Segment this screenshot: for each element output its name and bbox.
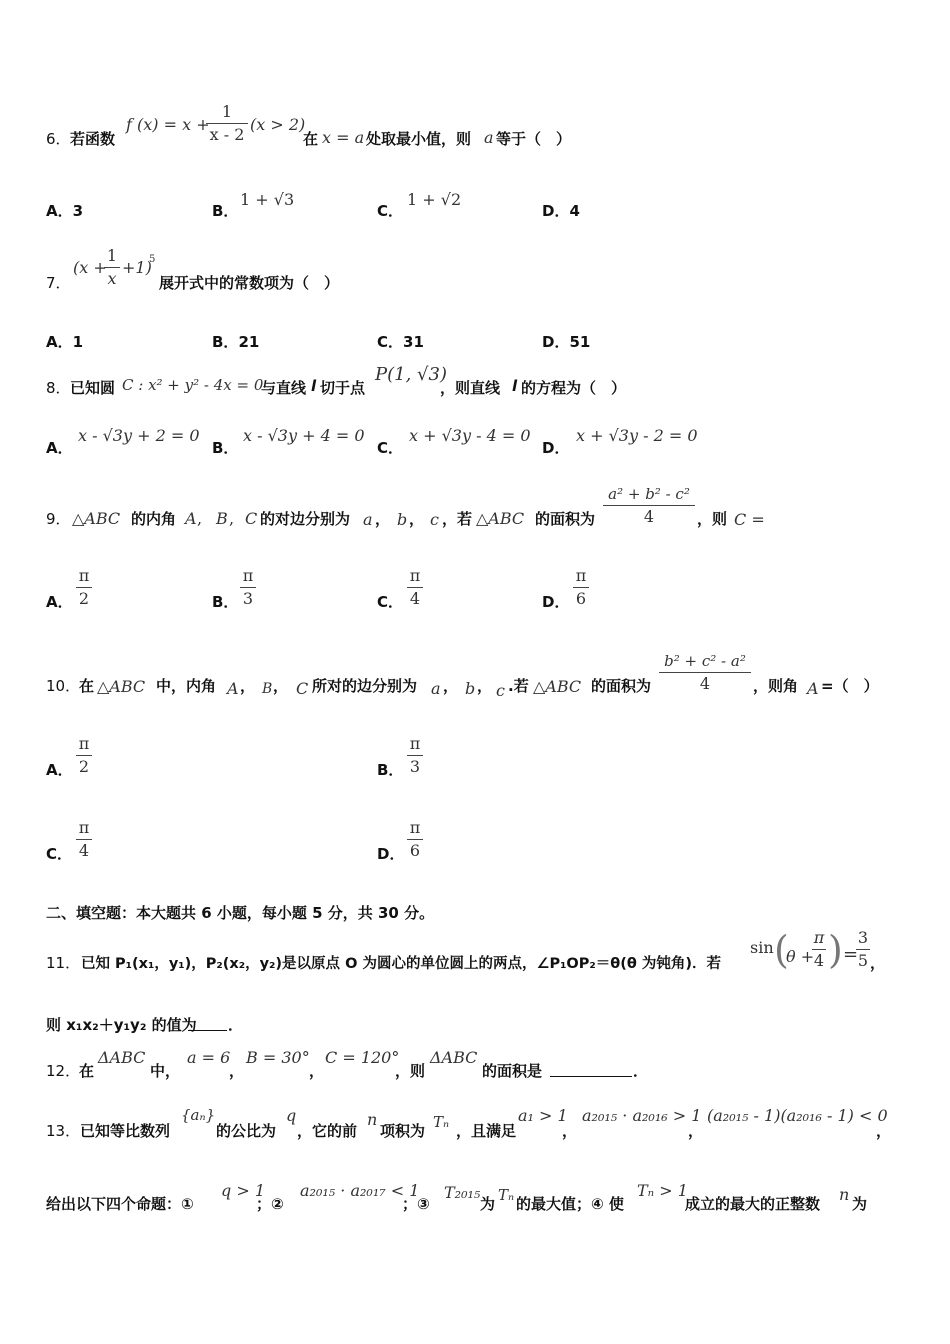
option-value: 21	[238, 333, 260, 351]
option-c-value: 1 + √2	[407, 190, 462, 209]
question-text: 等于（ ）	[496, 130, 572, 148]
question-text: 切于点	[320, 379, 366, 397]
formula: +1)	[122, 258, 152, 277]
option-label: C．	[377, 439, 404, 457]
fraction-denominator: 3	[409, 757, 421, 776]
option-a[interactable]	[46, 200, 83, 221]
punctuation: ．	[633, 1062, 649, 1080]
formula: a = 6	[187, 1048, 231, 1067]
option-d[interactable]	[542, 200, 580, 221]
fraction-denominator: 3	[242, 589, 254, 608]
formula: Tₙ	[433, 1113, 450, 1131]
fraction-denominator: 2	[78, 757, 90, 776]
question-text: 中，内角	[156, 677, 217, 695]
question-text: 已知圆	[70, 379, 116, 397]
formula: x = a	[322, 128, 365, 147]
fraction-denominator: x - 2	[209, 125, 245, 144]
formula: {aₙ}	[181, 1106, 216, 1124]
fraction-numerator: π	[575, 566, 587, 585]
question-text: ，且满足	[456, 1122, 517, 1140]
option-b[interactable]: B．	[212, 593, 239, 611]
question-text: 的方程为（ ）	[521, 379, 627, 397]
option-label: C．	[377, 333, 404, 351]
option-a[interactable]	[46, 437, 73, 458]
question-text: 所对的边分别为	[312, 677, 418, 695]
comma: ，	[240, 677, 256, 695]
option-b-fraction	[407, 734, 423, 777]
formula: sin	[750, 938, 774, 957]
question-text: ；③	[402, 1195, 430, 1213]
question-text: 的面积为	[535, 510, 596, 528]
option-label: A．	[46, 439, 73, 457]
option-a[interactable]: A．	[46, 593, 73, 611]
option-c[interactable]	[377, 437, 403, 458]
option-b[interactable]	[212, 331, 259, 352]
question-number: 6．	[46, 130, 71, 148]
option-label: B．	[212, 439, 239, 457]
fraction-denominator: 4	[813, 951, 825, 970]
fraction	[603, 484, 695, 527]
option-a[interactable]: A．	[46, 761, 73, 779]
option-label: A．	[46, 333, 73, 351]
fraction	[812, 928, 826, 971]
option-c[interactable]: C．	[46, 845, 73, 863]
option-c[interactable]	[377, 200, 403, 221]
question-text: 与直线	[261, 379, 307, 397]
question-text: 在	[79, 677, 95, 695]
option-label: C．	[377, 202, 404, 220]
formula: f (x) = x +	[126, 115, 210, 134]
comma: ，	[229, 1062, 245, 1080]
question-number: 11．	[46, 954, 81, 972]
formula: △ABC	[72, 509, 121, 528]
formula: A	[185, 509, 197, 528]
fraction-numerator: 1	[106, 246, 118, 265]
option-value: 51	[569, 333, 591, 351]
fraction	[206, 102, 248, 145]
equals: =	[843, 944, 859, 965]
fraction	[856, 928, 870, 971]
question-number: 13．	[46, 1122, 81, 1140]
option-label: B．	[212, 333, 239, 351]
paren-left: (	[774, 928, 789, 972]
formula: C	[296, 679, 309, 698]
formula: (x +	[73, 258, 107, 277]
formula: l	[311, 377, 317, 395]
comma: ，	[443, 677, 459, 695]
formula: θ +	[786, 947, 815, 966]
question-text: 若函数	[70, 130, 116, 148]
formula: b	[465, 679, 476, 698]
fraction-numerator: π	[242, 566, 254, 585]
fraction-denominator: 6	[575, 589, 587, 608]
formula: a₂₀₁₅ · a₂₀₁₆ > 1	[582, 1106, 702, 1125]
formula: Tₙ	[498, 1186, 515, 1204]
formula: △ABC	[533, 677, 582, 696]
question-text: 展开式中的常数项为（ ）	[159, 274, 340, 292]
question-text: 的面积为	[591, 677, 652, 695]
formula: C : x² + y² - 4x = 0	[122, 376, 264, 394]
question-text: =（ ）	[821, 677, 879, 695]
answer-blank[interactable]	[188, 1014, 227, 1031]
formula: c	[430, 510, 439, 529]
question-text: ，则	[697, 510, 728, 528]
exponent: 5	[149, 254, 156, 265]
formula: c	[496, 681, 505, 700]
question-text: 的公比为	[216, 1122, 277, 1140]
fraction-numerator: b² + c² - a²	[664, 652, 746, 670]
option-c-value: x + √3y - 4 = 0	[409, 426, 531, 445]
question-text: 中，	[150, 1062, 181, 1080]
formula: l	[512, 377, 518, 395]
question-text: 成立的最大的正整数	[685, 1195, 821, 1213]
comma: ，	[273, 677, 289, 695]
question-text: .若	[508, 677, 529, 695]
comma: ,	[229, 509, 235, 528]
option-a[interactable]	[46, 331, 83, 352]
comma: ，	[562, 1122, 578, 1140]
question-text: 为	[852, 1195, 868, 1213]
fraction-numerator: π	[409, 734, 421, 753]
option-b-value: x - √3y + 4 = 0	[243, 426, 365, 445]
option-c-fraction	[407, 566, 423, 609]
formula: n	[839, 1185, 850, 1204]
option-label: D．	[542, 202, 570, 220]
answer-blank[interactable]	[550, 1060, 632, 1077]
question-number: 9．	[46, 510, 71, 528]
comma: ，	[309, 1062, 325, 1080]
fraction-denominator: 6	[409, 841, 421, 860]
question-text: 在	[79, 1062, 95, 1080]
formula: B = 30°	[246, 1048, 310, 1067]
question-number: 10．	[46, 677, 81, 695]
question-text: ，则	[395, 1062, 426, 1080]
formula: n	[367, 1110, 378, 1129]
option-c[interactable]: C．	[377, 593, 404, 611]
formula: q > 1	[221, 1181, 265, 1200]
question-text: 给出以下四个命题：①	[46, 1195, 194, 1213]
question-text: ，则直线	[440, 379, 501, 397]
fraction-numerator: π	[409, 818, 421, 837]
option-value: 1	[72, 333, 84, 351]
option-b-fraction	[240, 566, 256, 609]
fraction-numerator: π	[78, 734, 90, 753]
fraction-numerator: a² + b² - c²	[608, 485, 690, 503]
formula: B	[262, 681, 273, 697]
punctuation: ，	[876, 1122, 892, 1140]
formula: a	[363, 510, 373, 529]
formula: C =	[734, 510, 765, 529]
option-d[interactable]: D．	[542, 593, 570, 611]
option-label: D．	[542, 439, 570, 457]
section-heading: 二、填空题：本大题共 6 小题，每小题 5 分，共 30 分。	[46, 904, 435, 922]
option-d-value: x + √3y - 2 = 0	[576, 426, 698, 445]
option-b[interactable]: B．	[377, 761, 404, 779]
comma: ，	[688, 1122, 704, 1140]
formula: a	[431, 679, 441, 698]
option-label: A．	[46, 202, 73, 220]
fraction-numerator: π	[78, 566, 90, 585]
formula: Tₙ > 1	[637, 1181, 688, 1200]
option-d[interactable]: D．	[377, 845, 405, 863]
formula: (a₂₀₁₅ - 1)(a₂₀₁₆ - 1) < 0	[707, 1106, 888, 1125]
formula: A	[227, 679, 239, 698]
formula: (x > 2)	[250, 115, 306, 134]
formula: q	[286, 1106, 297, 1125]
question-text: 已知等比数列	[80, 1122, 171, 1140]
fraction-denominator: 4	[643, 507, 655, 526]
question-text: 的内角	[131, 510, 177, 528]
fraction-denominator: 2	[78, 589, 90, 608]
fraction-denominator: 4	[78, 841, 90, 860]
option-d[interactable]	[542, 331, 590, 352]
question-text: ；②	[256, 1195, 284, 1213]
formula: a	[484, 128, 494, 147]
option-value: 4	[569, 202, 580, 220]
comma: ，	[477, 677, 493, 695]
question-text: 项积为	[380, 1122, 426, 1140]
formula: a₁ > 1	[518, 1106, 568, 1125]
fraction-numerator: 1	[221, 102, 233, 121]
option-label: B．	[212, 202, 239, 220]
option-c-fraction	[76, 818, 92, 861]
question-text: 的对边分别为	[260, 510, 351, 528]
comma: ,	[197, 509, 203, 528]
option-label: D．	[542, 333, 570, 351]
option-a-value: x - √3y + 2 = 0	[78, 426, 200, 445]
formula: A	[807, 679, 819, 698]
punctuation: ．	[228, 1016, 244, 1034]
formula: C = 120°	[325, 1048, 400, 1067]
fraction-numerator: 3	[857, 928, 869, 947]
question-text: 为	[480, 1195, 496, 1213]
formula: △ABC	[476, 509, 525, 528]
question-text: 的面积是	[482, 1062, 543, 1080]
option-value: 31	[403, 333, 424, 351]
question-text: 处取最小值，则	[366, 130, 472, 148]
paren-right: )	[828, 928, 843, 972]
question-text: ，若	[442, 510, 473, 528]
question-text: ，则角	[753, 677, 799, 695]
option-c[interactable]	[377, 331, 424, 352]
option-d-fraction	[407, 818, 423, 861]
fraction-numerator: π	[409, 566, 421, 585]
option-d[interactable]	[542, 437, 569, 458]
option-value: 3	[72, 202, 84, 220]
question-text: ，它的前	[297, 1122, 358, 1140]
question-text: 已知 P₁(x₁，y₁)，P₂(x₂，y₂)是以原点 O 为圆心的单位圆上的两点，∠P₁OP₂＝θ(θ 为钝角)．若	[81, 956, 721, 972]
formula: P(1, √3)	[375, 364, 447, 385]
question-number: 12．	[46, 1062, 81, 1080]
comma: ，	[375, 510, 391, 528]
formula: C	[245, 509, 258, 528]
formula: a₂₀₁₅ · a₂₀₁₇ < 1	[300, 1181, 420, 1200]
formula: ΔABC	[98, 1048, 146, 1067]
question-text: 的最大值；④ 使	[516, 1195, 624, 1213]
formula: △ABC	[97, 677, 146, 696]
option-b[interactable]	[212, 200, 238, 221]
question-number: 7．	[46, 274, 71, 292]
formula: B	[216, 509, 228, 528]
fraction-numerator: π	[813, 928, 825, 947]
fraction	[104, 246, 120, 289]
fraction-numerator: π	[78, 818, 90, 837]
question-number: 8．	[46, 379, 71, 397]
comma: ，	[409, 510, 425, 528]
option-b-value: 1 + √3	[240, 190, 295, 209]
question-text: 在	[303, 130, 319, 148]
fraction-denominator: 4	[699, 674, 711, 693]
formula: b	[397, 510, 408, 529]
option-d-fraction	[573, 566, 589, 609]
option-a-fraction	[76, 734, 92, 777]
formula: T₂₀₁₅	[444, 1183, 481, 1202]
option-b[interactable]	[212, 437, 238, 458]
formula: ΔABC	[430, 1048, 478, 1067]
fraction-denominator: 5	[857, 951, 869, 970]
fraction-denominator: x	[107, 269, 117, 288]
punctuation: ，	[870, 954, 886, 972]
question-text: 则 x₁x₂＋y₁y₂ 的值为	[46, 1016, 197, 1034]
fraction-denominator: 4	[409, 589, 421, 608]
option-a-fraction	[76, 566, 92, 609]
fraction	[659, 651, 751, 694]
